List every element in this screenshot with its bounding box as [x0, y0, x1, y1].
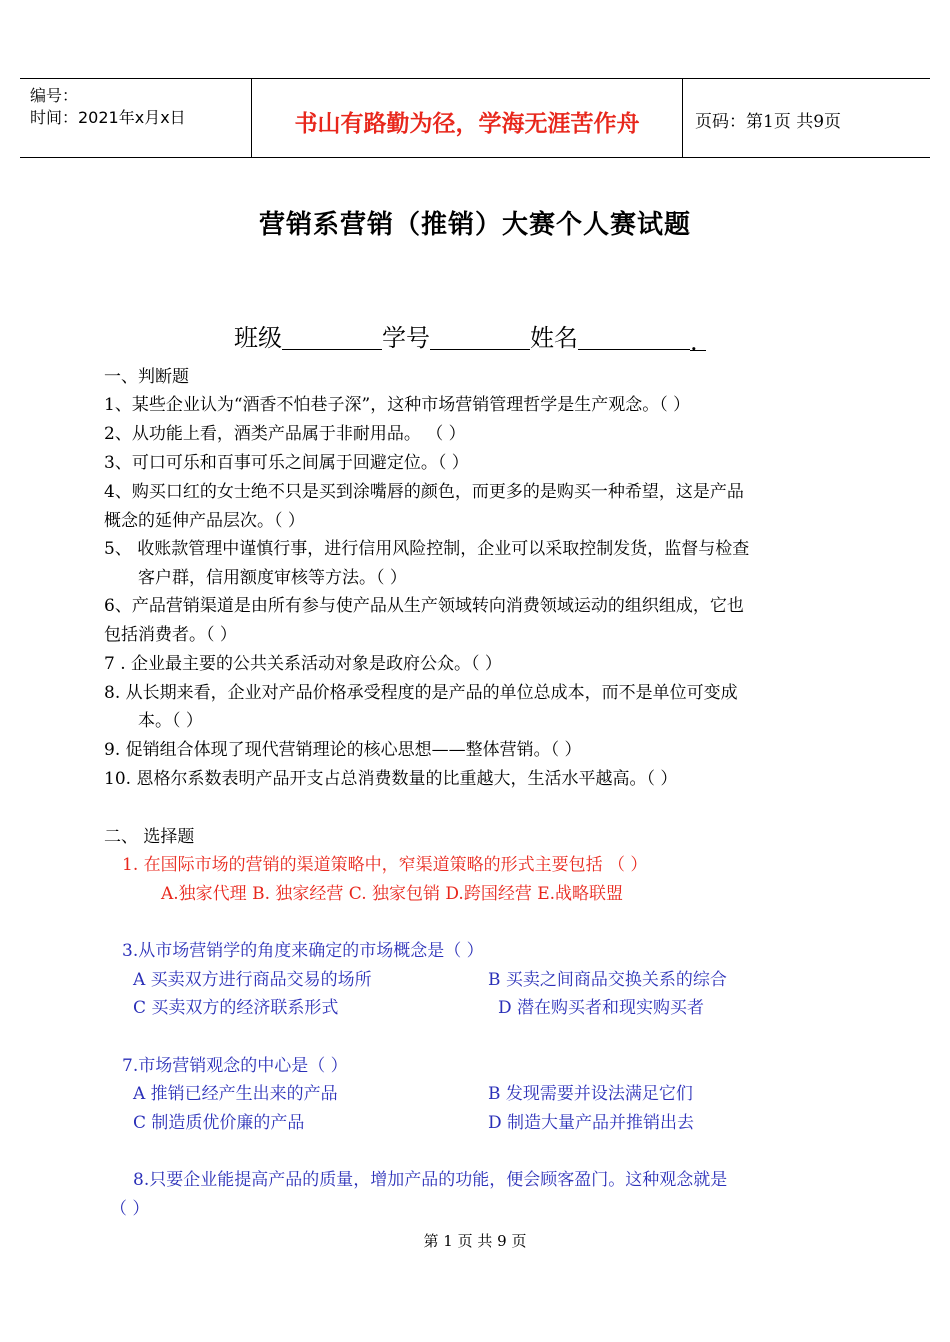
mc-q3-option-a: A 买卖双方进行商品交易的场所 [133, 970, 372, 990]
tf-question-line: 本。（ ） [138, 711, 203, 731]
page-header [20, 78, 930, 158]
mc-q1-stem: 1. 在国际市场的营销的渠道策略中，窄渠道策略的形式主要包括 （ ） [122, 855, 648, 875]
header-meta [20, 79, 252, 157]
mc-q1-options: A.独家代理 B. 独家经营 C. 独家包销 D.跨国经营 E.战略联盟 [161, 884, 624, 904]
document-title: 营销系营销（推销）大赛个人赛试题 [258, 210, 691, 240]
mc-q8-stem: 8.只要企业能提高产品的质量，增加产品的功能，便会顾客盈门。这种观念就是 [133, 1170, 728, 1190]
mc-q7-stem: 7.市场营销观念的中心是（ ） [122, 1056, 348, 1076]
mc-q3-stem: 3.从市场营销学的角度来确定的市场概念是（ ） [122, 941, 484, 961]
section2-heading: 二、 选择题 [104, 827, 195, 847]
class-label: 班级 [234, 324, 282, 352]
name-blank[interactable] [578, 327, 690, 350]
mc-q7-option-b: B 发现需要并设法满足它们 [488, 1084, 693, 1104]
tf-question-line: 4、购买口红的女士绝不只是买到涂嘴唇的颜色，而更多的是购买一种希望，这是产品 [104, 482, 744, 502]
tf-question-line: 8. 从长期来看，企业对产品价格承受程度的是产品的单位总成本，而不是单位可变成 [104, 683, 738, 703]
tf-question-line: 6、产品营销渠道是由所有参与使产品从生产领域转向消费领域运动的组织组成，它也 [104, 596, 744, 616]
mc-q7-option-d: D 制造大量产品并推销出去 [488, 1113, 695, 1133]
tf-question-line: 1、某些企业认为“酒香不怕巷子深”，这种市场营销管理哲学是生产观念。（ ） [104, 395, 691, 415]
class-blank[interactable] [282, 327, 382, 350]
header-page-label: 页码：第1页 共9页 [695, 112, 842, 132]
tf-question-line: 3、可口可乐和百事可乐之间属于回避定位。（ ） [104, 453, 469, 473]
tf-question-line: 包括消费者。（ ） [104, 625, 237, 645]
mc-q3-option-c: C 买卖双方的经济联系形式 [133, 998, 339, 1018]
student-info-line [234, 318, 706, 356]
mc-q7-option-a: A 推销已经产生出来的产品 [133, 1084, 338, 1104]
mc-q3-option-b: B 买卖之间商品交换关系的综合 [488, 970, 727, 990]
tf-question-line: 10. 恩格尔系数表明产品开支占总消费数量的比重越大，生活水平越高。（ ） [104, 769, 678, 789]
end-mark: . [690, 328, 706, 351]
name-label: 姓名 [530, 324, 578, 352]
number-label: 编号： [30, 86, 79, 105]
page-footer: 第 1 页 共 9 页 [423, 1232, 527, 1250]
tf-question-line: 9. 促销组合体现了现代营销理论的核心思想——整体营销。（ ） [104, 740, 582, 760]
id-label: 学号 [382, 324, 430, 352]
time-label: 时间：2021年x月x日 [30, 108, 186, 127]
tf-question-line: 概念的延伸产品层次。（ ） [104, 511, 305, 531]
mc-q7-option-c: C 制造质优价廉的产品 [133, 1113, 305, 1133]
section1-heading: 一、判断题 [104, 367, 189, 387]
tf-question-line: 5、 收账款管理中谨慎行事，进行信用风险控制，企业可以采取控制发货，监督与检查 [104, 539, 750, 559]
mc-q3-option-d: D 潜在购买者和现实购买者 [498, 998, 705, 1018]
id-blank[interactable] [430, 327, 530, 350]
tf-question-line: 客户群，信用额度审核等方法。（ ） [138, 568, 407, 588]
tf-question-line: 7 . 企业最主要的公共关系活动对象是政府公众。（ ） [104, 654, 502, 674]
tf-question-line: 2、从功能上看，酒类产品属于非耐用品。 （ ） [104, 424, 466, 444]
mc-q8-stem-cont: （ ） [110, 1199, 150, 1219]
header-motto: 书山有路勤为径，学海无涯苦作舟 [252, 79, 683, 157]
